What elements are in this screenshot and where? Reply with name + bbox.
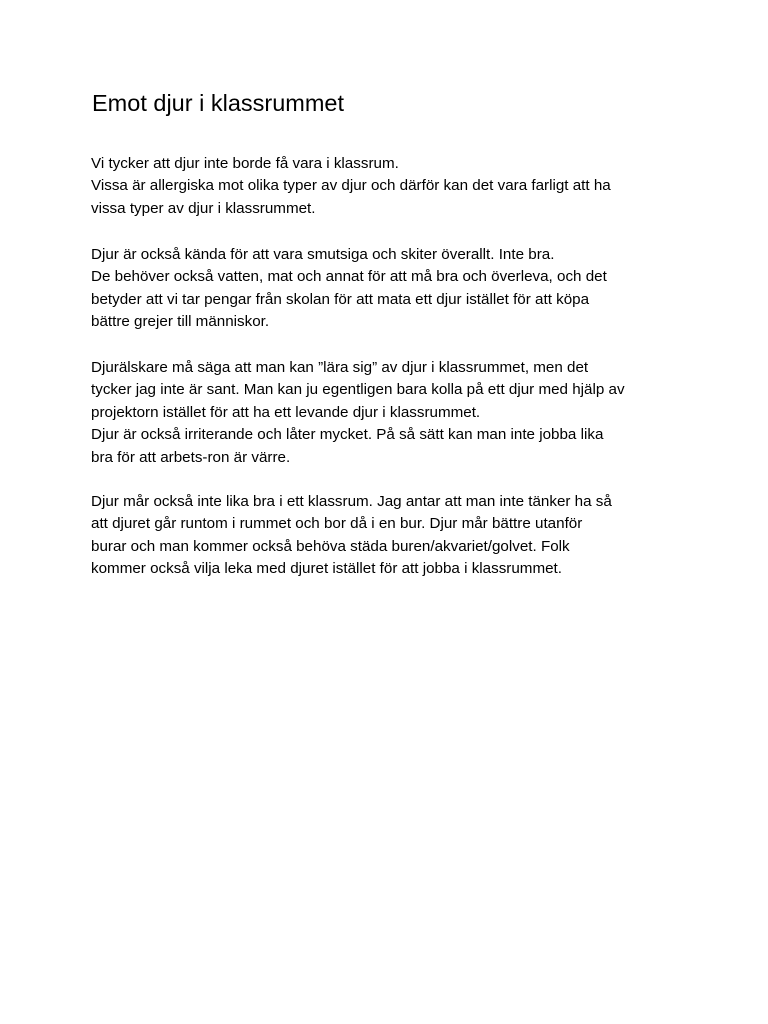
text-line: bättre grejer till människor. xyxy=(91,313,270,331)
text-line: betyder att vi tar pengar från skolan för att mata ett djur istället för att köpa xyxy=(91,290,590,308)
text-line: Djur är också irriterande och låter mycket. På så sätt kan man inte jobba lika xyxy=(91,426,604,444)
text-line: Djur är också kända för att vara smutsiga och skiter överallt. Inte bra. xyxy=(91,246,555,263)
text-line: De behöver också vatten, mat och annat för att må bra och överleva, och det xyxy=(91,268,607,286)
text-line: vissa typer av djur i klassrummet. xyxy=(91,199,316,217)
paragraph-3 xyxy=(91,357,711,469)
text-line: Vissa är allergiska mot olika typer av djur och därför kan det vara farligt att ha xyxy=(91,177,611,195)
text-line: projektorn istället för att ha ett levande djur i klassrummet. xyxy=(91,403,481,421)
text-line: kommer också vilja leka med djuret istället för att jobba i klassrummet. xyxy=(91,560,562,578)
text-line: Djurälskare må säga att man kan ”lära sig” av djur i klassrummet, men det xyxy=(91,359,589,376)
text-line: att djuret går runtom i rummet och bor då i en bur. Djur mår bättre utanför xyxy=(91,515,583,533)
text-line: Djur mår också inte lika bra i ett klassrum. Jag antar att man inte tänker ha så xyxy=(91,493,612,510)
paragraph-1 xyxy=(91,153,711,220)
text-line: bra för att arbets-ron är värre. xyxy=(91,448,291,466)
document-title: Emot djur i klassrummet xyxy=(92,90,345,116)
paragraph-2 xyxy=(91,244,711,334)
text-line: tycker jag inte är sant. Man kan ju egentligen bara kolla på ett djur med hjälp av xyxy=(91,381,625,399)
paragraph-4 xyxy=(91,491,711,581)
text-line: burar och man kommer också behöva städa buren/akvariet/golvet. Folk xyxy=(91,537,570,555)
text-line: Vi tycker att djur inte borde få vara i klassrum. xyxy=(91,155,399,172)
